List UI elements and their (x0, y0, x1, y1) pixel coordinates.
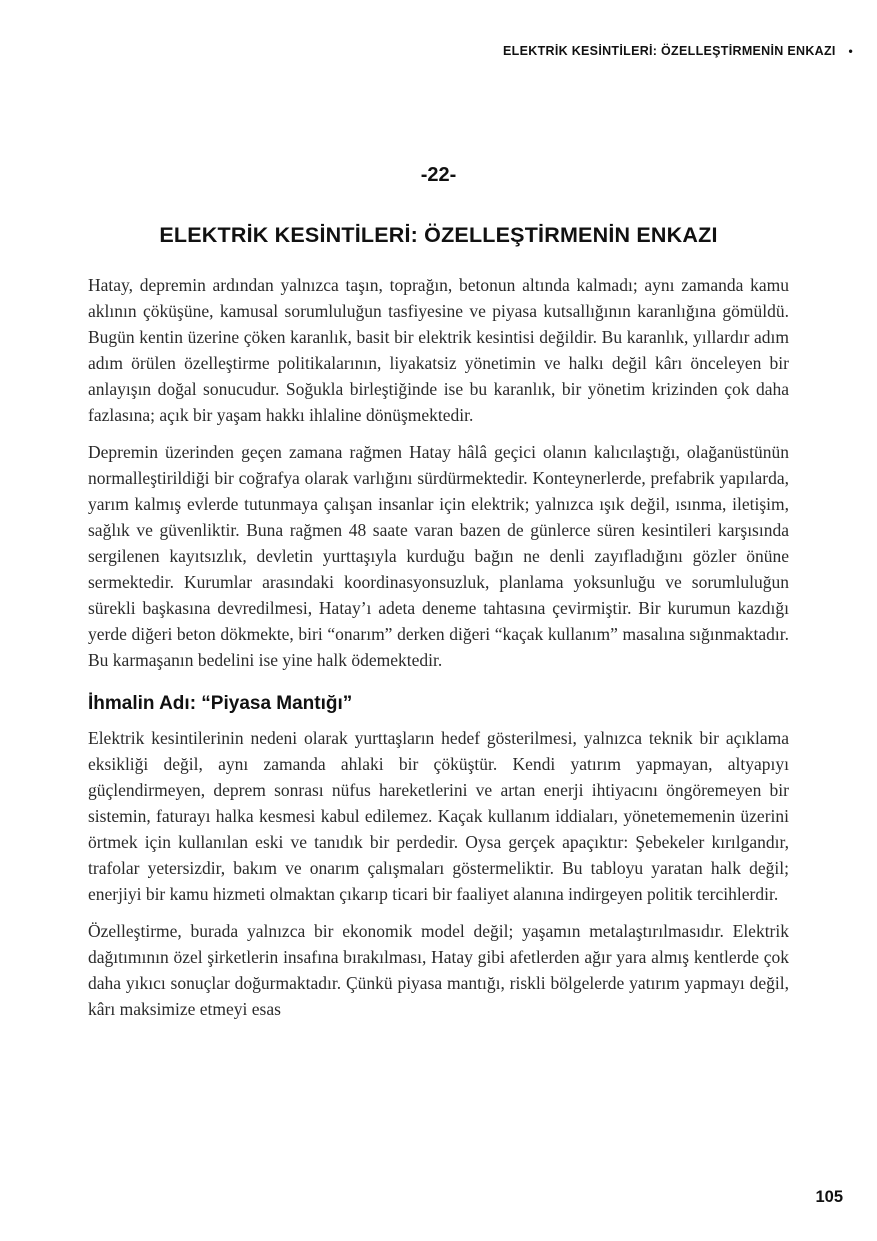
intro-paragraph-1: Hatay, depremin ardından yalnızca taşın, toprağın, betonun altında kalmadı; aynı zamanda kamu aklının çöküşüne, kamusal sorumluluğun tasfiyesine ve piyasa kutsallığının karanlığına gömüldü. Bugün kentin üzerine çöken karanlık, basit bir elektrik kesintisi değildir. Bu karanlık, yıllardır adım adım örülen özelleştirme politikalarının, liyakatsiz yönetimin ve halkı değil kârı önceleyen bir anlayışın doğal sonucudur. Soğukla birleştiğinde ise bu karanlık, bir yönetim krizinden çok daha fazlasına; açık bir yaşam hakkı ihlaline dönüşmektedir. (88, 275, 789, 425)
section-paragraph-1: Elektrik kesintilerinin nedeni olarak yurttaşların hedef gösterilmesi, yalnızca teknik bir açıklama eksikliği değil, aynı zamanda ahlaki bir çöküştür. Kendi yatırım yapmayan, altyapıyı güçlendirmeyen, deprem sonrası nüfus hareketlerini ve artan enerji ihtiyacını öngöremeyen bir sistemin, faturayı halka kesmesi kabul edilemez. Kaçak kullanım iddiaları, yönetememenin üzerini örtmek için kullanılan eski ve tanıdık bir perdedir. Oysa gerçek apaçıktır: Şebekeler kırılgandır, trafolar yetersizdir, bakım ve onarım çalışmaları göstermeliktir. Bu tabloyu yaratan halk değil; enerjiyi bir kamu hizmeti olmaktan çıkarıp ticari bir faaliyet alanına indirgeyen politik tercihlerdir. (88, 728, 789, 904)
running-header (503, 44, 853, 58)
section-paragraph-2: Özelleştirme, burada yalnızca bir ekonomik model değil; yaşamın metalaştırılmasıdır. Elektrik dağıtımının özel şirketlerin insafına bırakılması, Hatay gibi afetlerden ağır yara almış kentlerde çok daha yıkıcı sonuçlar doğurmaktadır. Çünkü piyasa mantığı, riskli bölgelerde yatırım yapmayı değil, kârı maksimize etmeyi esas (88, 921, 789, 1019)
chapter-title: ELEKTRİK KESİNTİLERİ: ÖZELLEŞTİRMENİN ENKAZI (159, 223, 718, 247)
section-heading: İhmalin Adı: “Piyasa Mantığı” (88, 693, 353, 714)
page-number: 105 (815, 1188, 843, 1206)
chapter-number: -22- (420, 164, 457, 186)
running-header-text: ELEKTRİK KESİNTİLERİ: ÖZELLEŞTİRMENİN ENKAZI (503, 44, 836, 58)
intro-paragraph-2: Depremin üzerinden geçen zamana rağmen Hatay hâlâ geçici olanın kalıcılaştığı, olağanüstünün normalleştirildiği bir coğrafya olarak varlığını sürdürmektedir. Konteynerlerde, prefabrik yapılarda, yarım kalmış evlerde tutunmaya çalışan insanlar için elektrik; yalnızca ışık değil, ısınma, iletişim, sağlık ve güvenliktir. Buna rağmen 48 saate varan bazen de günlerce süren kesintileri karşısında sergilenen kayıtsızlık, devletin yurttaşıyla kurduğu bağın ne denli zayıfladığını gözler önüne sermektedir. Kurumlar arasındaki koordinasyonsuzluk, planlama yoksunluğu ve sorumluluğun sürekli başkasına devredilmesi, Hatay’ı adeta deneme tahtasına çevirmiştir. Bir kurumun kazdığı yerde diğeri beton dökmekte, biri “onarım” derken diğeri “kaçak kullanım” masalına sığınmaktadır. Bu karmaşanın bedelini ise yine halk ödemektedir. (88, 442, 789, 670)
header-bullet-icon: • (848, 44, 853, 58)
